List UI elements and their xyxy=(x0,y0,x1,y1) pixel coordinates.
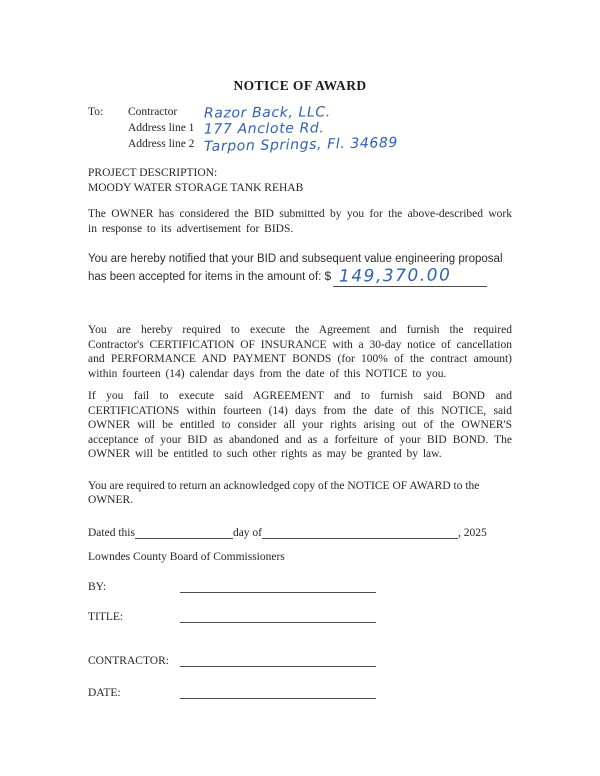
date-label: DATE: xyxy=(88,686,121,699)
dated-mid: day of xyxy=(232,526,263,539)
dated-month-blank xyxy=(262,525,458,539)
by-label: BY: xyxy=(88,580,107,593)
handwritten-amount-value: 149,370.00 xyxy=(339,265,452,287)
paragraph-required-execute: You are hereby required to execute the Agreement and furnish the required Contractor's CERTIFICATION OF INSURANCE with a 30-day notice of cancellation and PERFORMANCE AND PAYMENT BONDS (for 100% of the contract amount) within fourteen (14) calendar days from the date of this NOTICE to you. xyxy=(88,324,512,380)
recipient-block xyxy=(88,106,512,154)
recipient-rows xyxy=(128,106,512,154)
address-line-2-row xyxy=(128,134,512,156)
title-signature-line xyxy=(180,607,376,623)
project-description-heading: PROJECT DESCRIPTION: xyxy=(88,167,218,179)
dated-prefix: Dated this xyxy=(88,526,135,539)
address-line-2-label: Address line 2 xyxy=(128,138,195,150)
document-content xyxy=(88,78,512,699)
paragraph-return-copy: You are required to return an acknowledged copy of the NOTICE OF AWARD to the OWNER. xyxy=(88,479,480,506)
contractor-signature-label: CONTRACTOR: xyxy=(88,654,169,667)
paragraph-notified xyxy=(88,252,512,287)
contractor-signature-line xyxy=(180,651,376,667)
accepted-amount xyxy=(324,265,488,287)
project-name: MOODY WATER STORAGE TANK REHAB xyxy=(88,182,304,194)
title-label: TITLE: xyxy=(88,610,124,623)
address-line-1-label: Address line 1 xyxy=(128,122,195,134)
contractor-label: Contractor xyxy=(128,106,178,118)
handwritten-address-line-1: 177 Anclote Rd. xyxy=(203,120,325,138)
organization-name: Lowndes County Board of Commissioners xyxy=(88,550,285,563)
paragraph-fail-to-execute: If you fail to execute said AGREEMENT and to furnish said BOND and CERTIFICATIONS within fourteen (14) days from the date of this NOTICE, said OWNER will be entitled to consider all your rights arising out of the OWNER'S acceptance of your BID as abandoned and as a forfeiture of your BID BOND. The OWNER will be entitled to such other rights as may be granted by law. xyxy=(88,390,512,460)
dollar-sign: $ xyxy=(324,269,332,283)
dated-line xyxy=(88,523,512,539)
dated-year-suffix: , 2025 xyxy=(458,526,487,539)
signature-row-date xyxy=(88,682,512,699)
document-title: NOTICE OF AWARD xyxy=(233,78,367,93)
paragraph-notified-text: You are hereby notified that your BID and subsequent value engineering proposal has been accepted for items in the amount of: xyxy=(88,253,503,283)
amount-underline xyxy=(333,267,487,287)
handwritten-contractor-name: Razor Back, LLC. xyxy=(203,104,331,122)
signature-row-contractor xyxy=(88,650,512,667)
paragraph-owner-considered: The OWNER has considered the BID submitted by you for the above-described work in response to its advertisement for BIDS. xyxy=(88,208,512,235)
dated-day-blank xyxy=(135,525,233,539)
signature-row-by xyxy=(88,576,512,593)
date-signature-line xyxy=(180,683,376,699)
to-label: To: xyxy=(88,106,104,118)
project-description-block xyxy=(88,166,512,196)
by-signature-line xyxy=(180,577,376,593)
handwritten-address-line-2: Tarpon Springs, Fl. 34689 xyxy=(203,134,399,156)
signature-row-title xyxy=(88,606,512,623)
